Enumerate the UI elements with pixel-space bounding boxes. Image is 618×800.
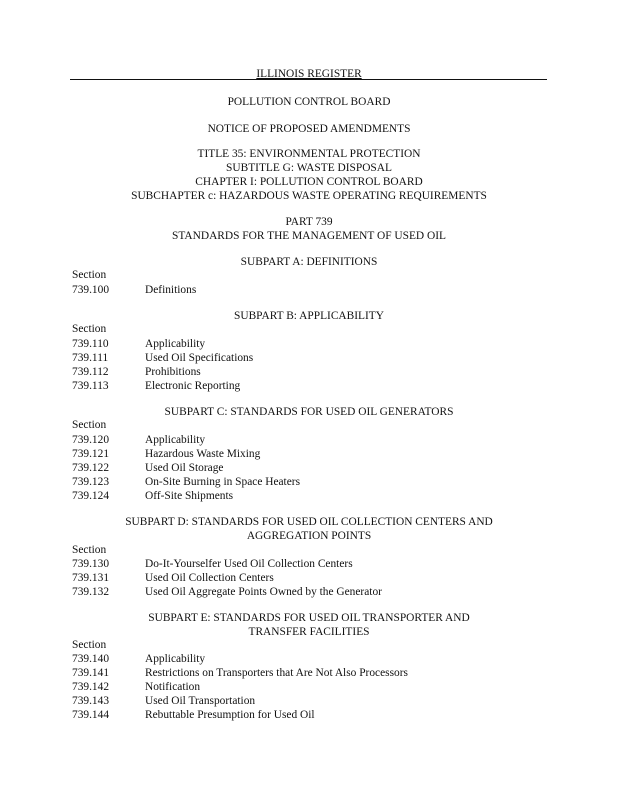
section-number: 739.140 [72, 653, 110, 665]
chapter-line: CHAPTER I: POLLUTION CONTROL BOARD [195, 176, 423, 188]
section-title: Used Oil Collection Centers [145, 572, 274, 584]
part-title: STANDARDS FOR THE MANAGEMENT OF USED OIL [172, 230, 446, 242]
section-number: 739.132 [72, 586, 110, 598]
section-title: Rebuttable Presumption for Used Oil [145, 709, 315, 721]
section-title: Restrictions on Transporters that Are Not Also Processors [145, 667, 408, 679]
section-number: 739.141 [72, 667, 110, 679]
section-label: Section [72, 544, 107, 556]
section-title: Definitions [145, 284, 197, 296]
notice-title: NOTICE OF PROPOSED AMENDMENTS [207, 123, 411, 135]
section-title: Applicability [145, 434, 206, 446]
section-number: 739.122 [72, 462, 110, 474]
subchapter-line: SUBCHAPTER c: HAZARDOUS WASTE OPERATING REQUIREMENTS [131, 190, 487, 202]
section-title: Hazardous Waste Mixing [145, 448, 261, 460]
section-title: Applicability [145, 338, 206, 350]
part-number: PART 739 [285, 216, 333, 228]
section-number: 739.124 [72, 490, 110, 502]
subpart-heading: SUBPART B: APPLICABILITY [234, 310, 384, 322]
subtitle-line: SUBTITLE G: WASTE DISPOSAL [226, 162, 392, 174]
section-number: 739.143 [72, 695, 110, 707]
section-label: Section [72, 269, 107, 281]
section-title: Used Oil Transportation [145, 695, 256, 707]
section-title: Applicability [145, 653, 206, 665]
subpart-heading-continued: AGGREGATION POINTS [246, 530, 372, 542]
section-number: 739.130 [72, 558, 110, 570]
register-title: ILLINOIS REGISTER [256, 68, 362, 80]
section-title: Electronic Reporting [145, 380, 241, 392]
section-number: 739.111 [72, 352, 109, 364]
section-number: 739.131 [72, 572, 110, 584]
section-number: 739.120 [72, 434, 110, 446]
section-number: 739.100 [72, 284, 110, 296]
subpart-heading: SUBPART C: STANDARDS FOR USED OIL GENERATORS [164, 406, 454, 418]
section-title: Used Oil Aggregate Points Owned by the Generator [145, 586, 382, 598]
title-line: TITLE 35: ENVIRONMENTAL PROTECTION [197, 148, 421, 160]
section-title: On-Site Burning in Space Heaters [145, 476, 301, 488]
section-number: 739.110 [72, 338, 109, 350]
board-name: POLLUTION CONTROL BOARD [227, 96, 391, 108]
section-title: Prohibitions [145, 366, 201, 378]
section-title: Used Oil Specifications [145, 352, 254, 364]
subpart-heading: SUBPART D: STANDARDS FOR USED OIL COLLECTION CENTERS AND [125, 516, 493, 528]
section-title: Notification [145, 681, 201, 693]
section-number: 739.144 [72, 709, 110, 721]
section-title: Do-It-Yourselfer Used Oil Collection Centers [145, 558, 353, 570]
section-number: 739.142 [72, 681, 110, 693]
section-title: Off-Site Shipments [145, 490, 234, 502]
section-label: Section [72, 419, 107, 431]
subpart-heading: SUBPART A: DEFINITIONS [240, 256, 378, 268]
section-label: Section [72, 323, 107, 335]
section-number: 739.113 [72, 380, 109, 392]
section-number: 739.112 [72, 366, 109, 378]
subpart-heading: SUBPART E: STANDARDS FOR USED OIL TRANSPORTER AND [148, 612, 470, 624]
section-number: 739.121 [72, 448, 110, 460]
section-title: Used Oil Storage [145, 462, 224, 474]
section-number: 739.123 [72, 476, 110, 488]
subpart-heading-continued: TRANSFER FACILITIES [248, 626, 370, 638]
section-label: Section [72, 639, 107, 651]
